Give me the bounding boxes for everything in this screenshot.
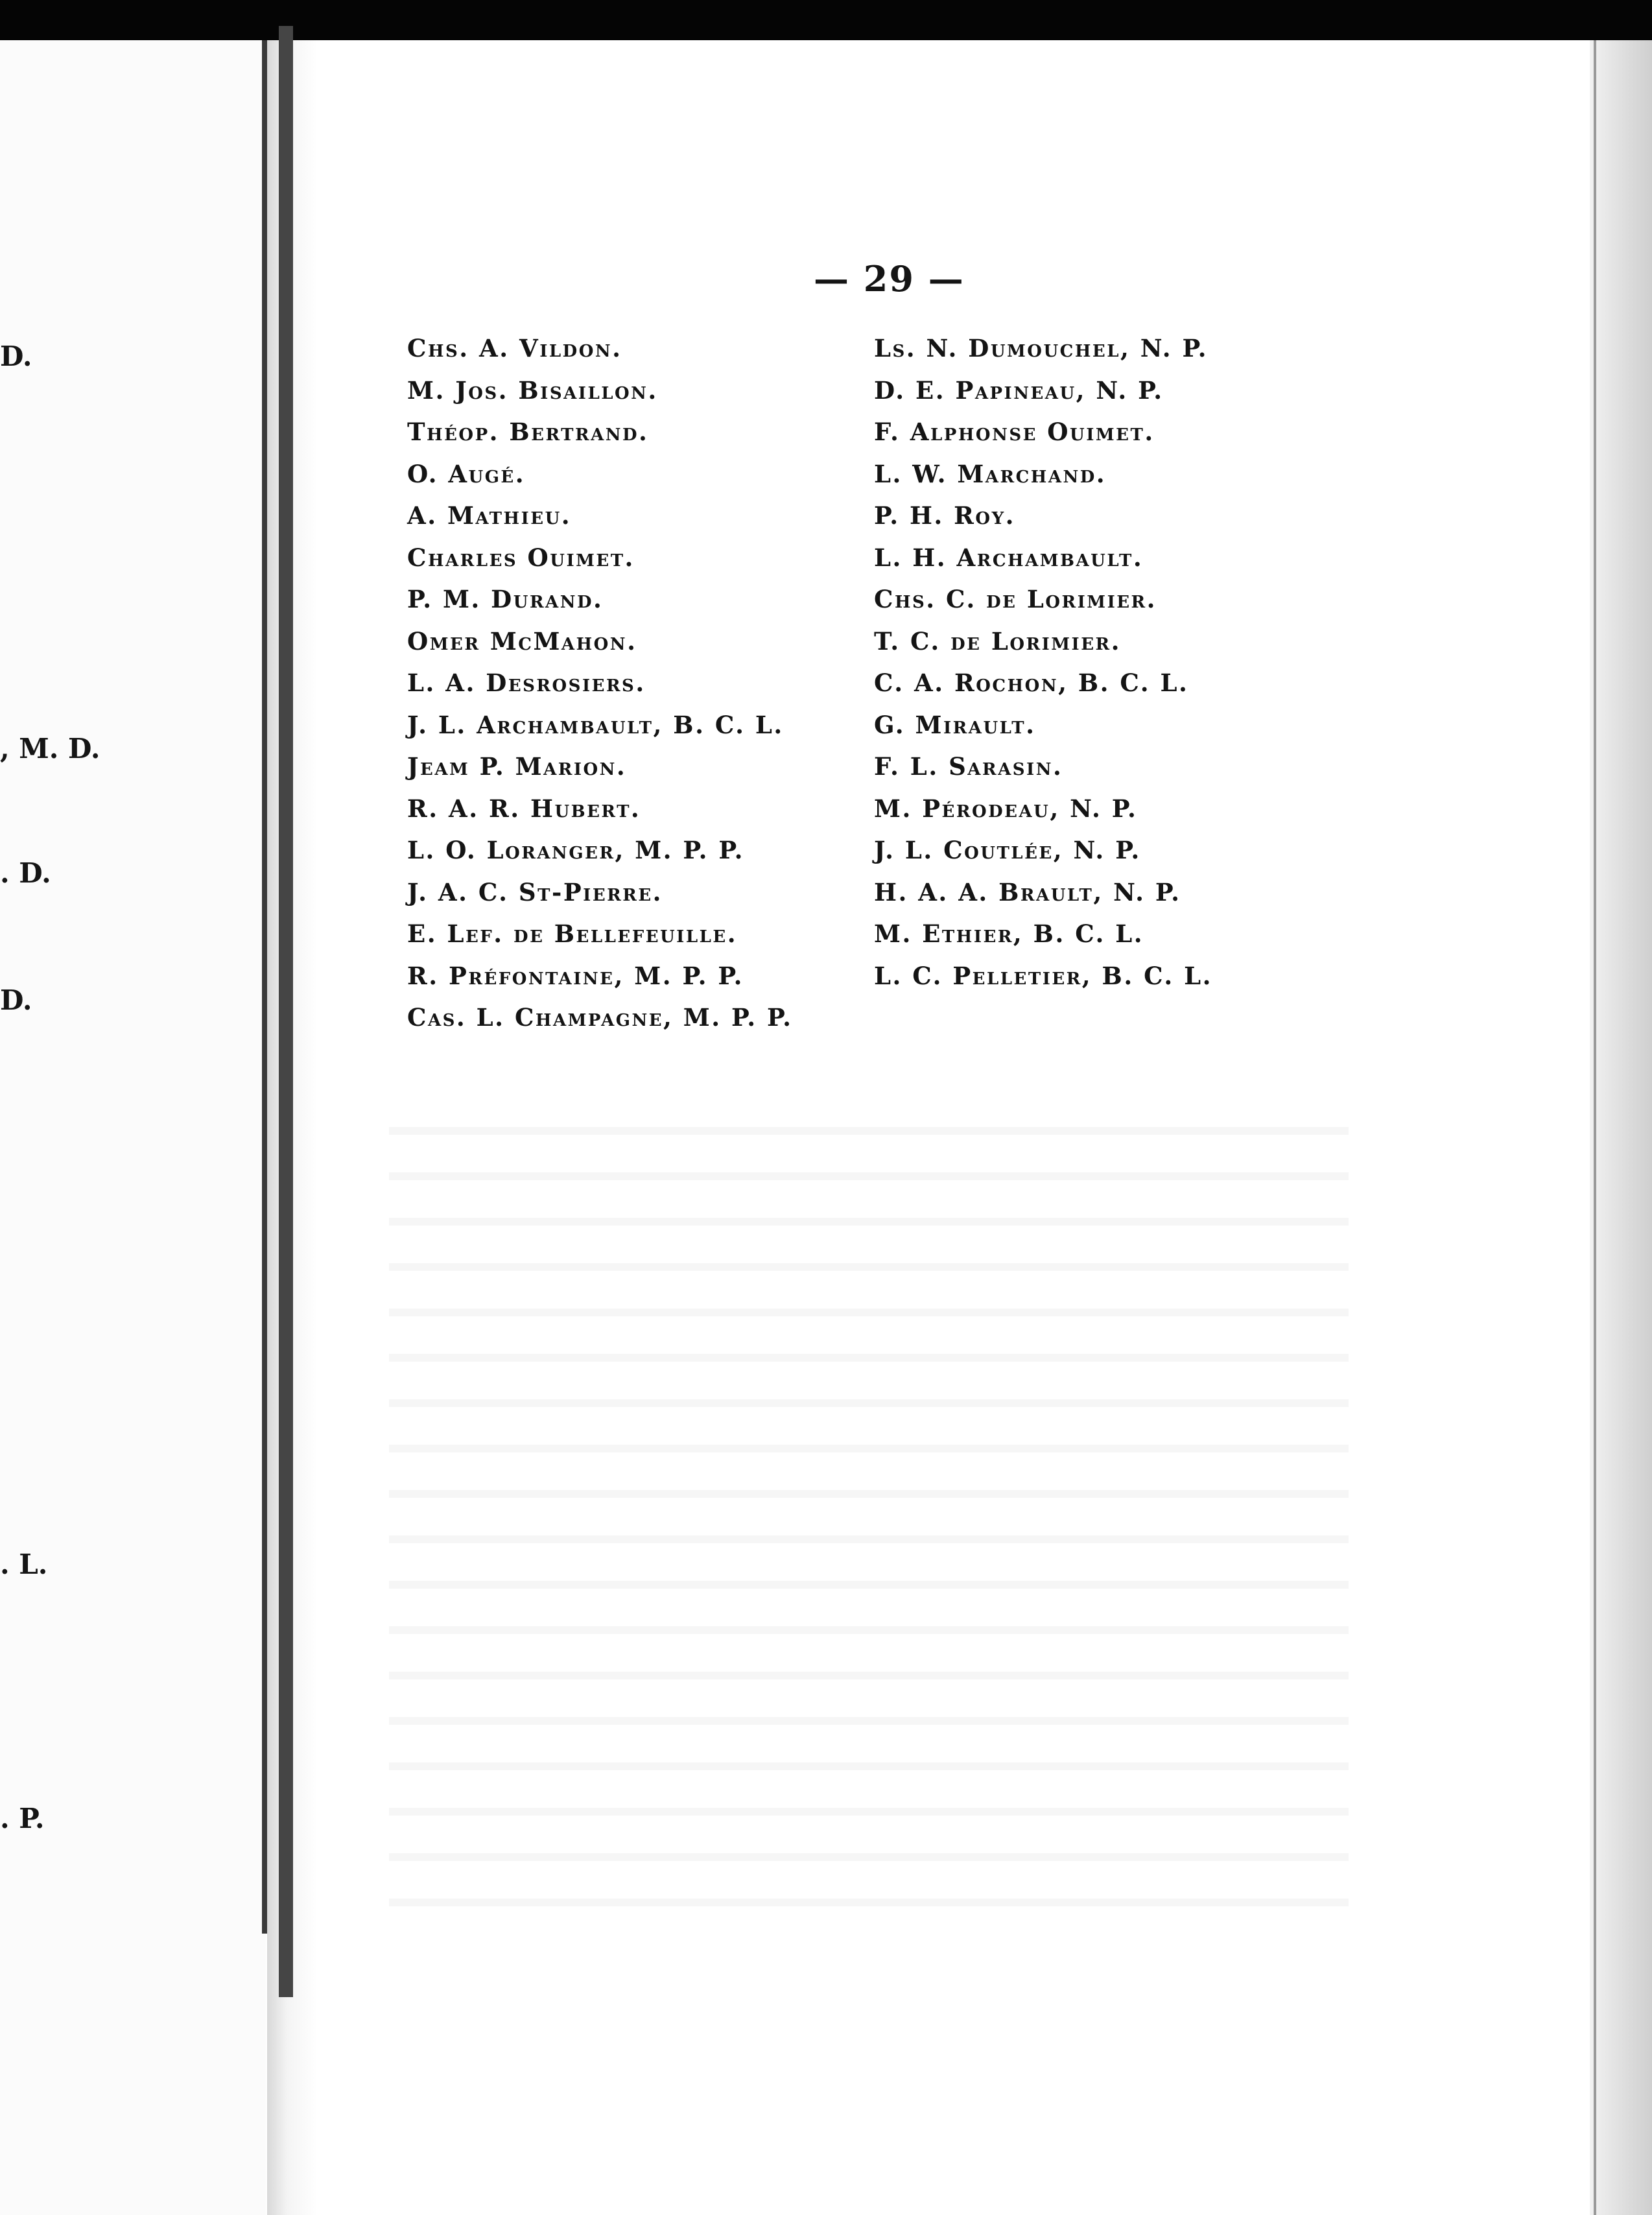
name-entry: Jeam P. Marion. xyxy=(407,752,627,781)
name-entry: J. A. C. St-Pierre. xyxy=(407,877,663,906)
previous-page-fragment: , M. D. xyxy=(0,733,100,764)
previous-page-fragment: . L. xyxy=(0,1548,48,1580)
previous-page-fragment: D. xyxy=(0,340,32,372)
name-entry: E. Lef. de Bellefeuille. xyxy=(407,919,738,948)
name-entry: Chs. A. Vildon. xyxy=(407,334,622,362)
book-spine xyxy=(279,26,293,1997)
names-column-right xyxy=(874,327,1212,997)
name-entry: R. A. R. Hubert. xyxy=(407,794,641,823)
scan-top-border xyxy=(0,0,1652,40)
name-entry: L. C. Pelletier, B. C. L. xyxy=(874,961,1213,990)
name-entry: F. L. Sarasin. xyxy=(874,752,1063,781)
name-entry: D. E. Papineau, N. P. xyxy=(874,375,1164,405)
name-entry: M. Jos. Bisaillon. xyxy=(407,375,658,405)
previous-page-fragment: D. xyxy=(0,984,32,1016)
name-entry: L. W. Marchand. xyxy=(874,459,1107,488)
name-entry: Cas. L. Champagne, M. P. P. xyxy=(407,1003,793,1032)
name-entry: L. A. Desrosiers. xyxy=(407,669,646,697)
name-entry: M. Ethier, B. C. L. xyxy=(874,919,1144,948)
name-entry: Chs. C. de Lorimier. xyxy=(874,585,1157,613)
name-entry: P. H. Roy. xyxy=(874,501,1016,530)
name-entry: G. Mirault. xyxy=(874,710,1036,739)
page-number: — 29 — xyxy=(814,258,965,300)
name-entry: L. O. Loranger, M. P. P. xyxy=(407,836,744,864)
previous-page xyxy=(0,40,266,2215)
name-entry: Théop. Bertrand. xyxy=(407,418,649,446)
name-entry: T. C. de Lorimier. xyxy=(874,626,1122,656)
bleed-through-text xyxy=(389,1089,1349,1906)
name-entry: A. Mathieu. xyxy=(407,501,572,530)
name-entry: Charles Ouimet. xyxy=(407,543,635,572)
name-entry: M. Pérodeau, N. P. xyxy=(874,794,1138,823)
name-entry: L. H. Archambault. xyxy=(874,543,1144,572)
name-entry: H. A. A. Brault, N. P. xyxy=(874,877,1181,906)
name-entry: J. L. Archambault, B. C. L. xyxy=(407,710,784,739)
page-stack-edge xyxy=(1590,40,1652,2215)
name-entry: J. L. Coutlée, N. P. xyxy=(874,836,1141,864)
name-entry: R. Préfontaine, M. P. P. xyxy=(407,961,744,990)
name-entry: Ls. N. Dumouchel, N. P. xyxy=(874,334,1209,362)
name-entry: Omer McMahon. xyxy=(407,626,637,656)
name-entry: P. M. Durand. xyxy=(407,585,604,613)
names-column-left xyxy=(407,327,793,1039)
previous-page-edge xyxy=(262,40,267,1934)
page-stack-line xyxy=(1594,40,1596,2215)
name-entry: O. Augé. xyxy=(407,459,526,488)
previous-page-fragment: . D. xyxy=(0,857,51,889)
name-entry: F. Alphonse Ouimet. xyxy=(874,418,1155,446)
previous-page-fragment: . P. xyxy=(0,1803,45,1834)
name-entry: C. A. Rochon, B. C. L. xyxy=(874,669,1189,697)
